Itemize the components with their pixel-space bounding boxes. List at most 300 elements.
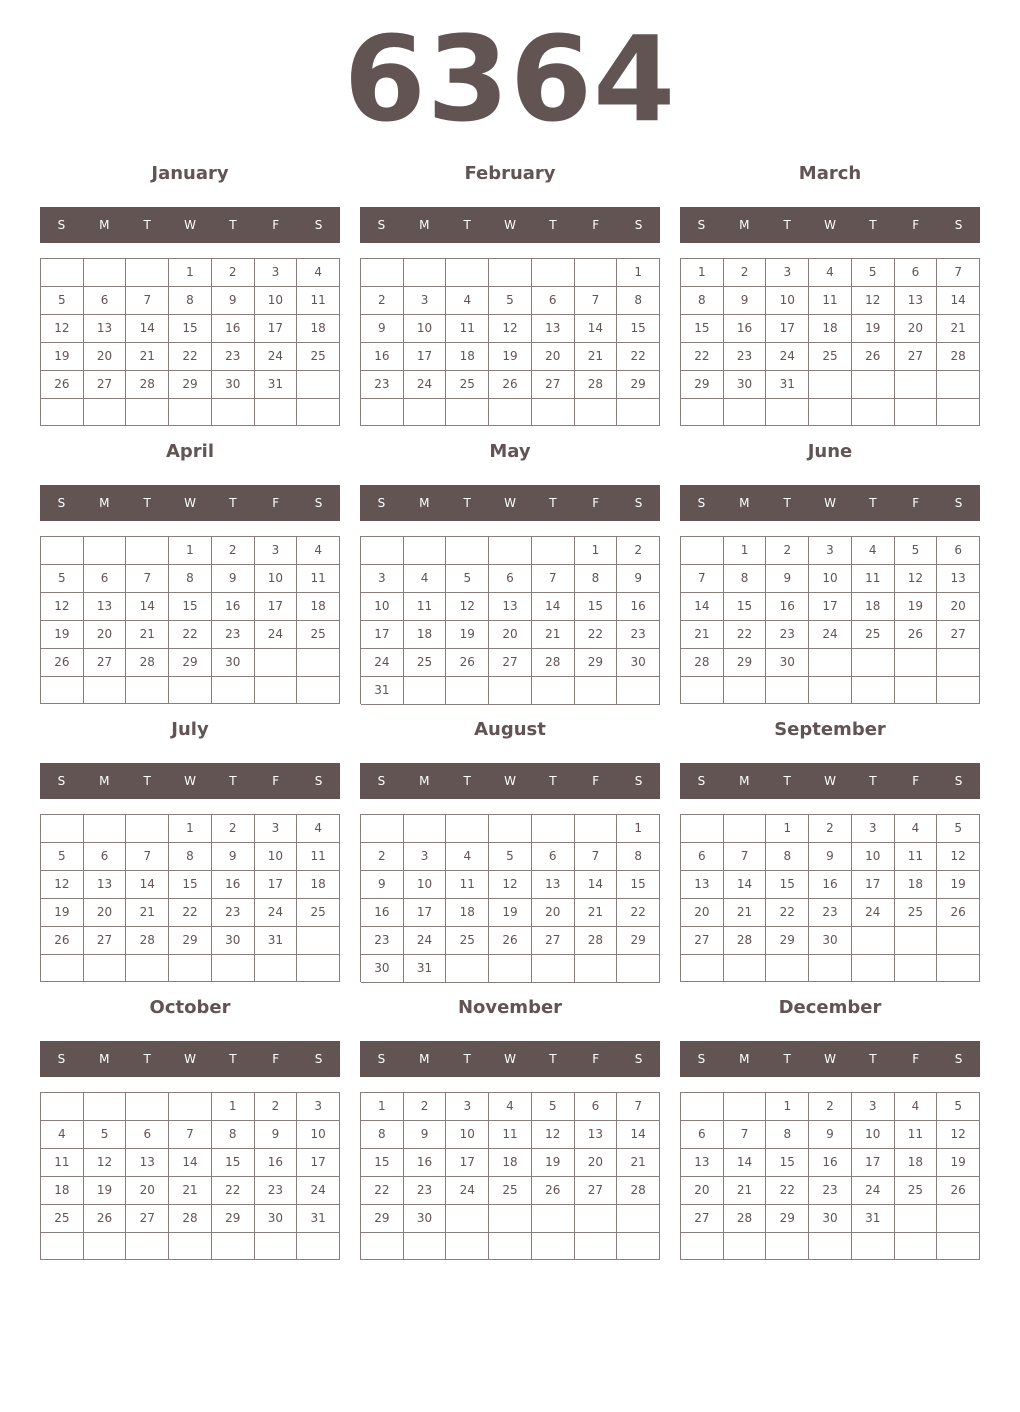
day-cell: 11 xyxy=(895,1121,938,1149)
day-cell: 12 xyxy=(937,1121,980,1149)
day-cell xyxy=(126,1093,169,1121)
day-cell: 10 xyxy=(297,1121,340,1149)
day-cell: 9 xyxy=(212,565,255,593)
day-cell: 11 xyxy=(895,843,938,871)
day-cell: 11 xyxy=(41,1149,84,1177)
day-grid xyxy=(40,536,340,704)
day-cell: 10 xyxy=(404,315,447,343)
day-cell xyxy=(255,677,298,704)
day-cell: 5 xyxy=(41,565,84,593)
day-cell xyxy=(84,955,127,982)
day-cell xyxy=(41,815,84,843)
day-cell xyxy=(489,815,532,843)
day-cell: 28 xyxy=(575,371,618,399)
day-cell: 25 xyxy=(297,343,340,371)
day-cell xyxy=(446,815,489,843)
day-cell: 5 xyxy=(41,287,84,315)
day-cell: 6 xyxy=(532,287,575,315)
day-cell xyxy=(532,1233,575,1260)
day-cell: 23 xyxy=(766,621,809,649)
day-cell: 29 xyxy=(575,649,618,677)
day-cell: 19 xyxy=(446,621,489,649)
day-cell: 5 xyxy=(937,1093,980,1121)
day-cell: 21 xyxy=(724,1177,767,1205)
day-cell: 14 xyxy=(532,593,575,621)
day-cell xyxy=(255,955,298,982)
weekday-label: S xyxy=(634,218,643,232)
day-cell xyxy=(532,399,575,426)
day-cell: 4 xyxy=(809,259,852,287)
day-cell: 17 xyxy=(361,621,404,649)
day-cell: 19 xyxy=(937,871,980,899)
day-cell: 10 xyxy=(446,1121,489,1149)
weekday-label: S xyxy=(634,1052,643,1066)
day-cell: 9 xyxy=(617,565,660,593)
day-cell: 2 xyxy=(255,1093,298,1121)
weekday-label: S xyxy=(314,496,323,510)
month-name: May xyxy=(489,441,531,462)
day-cell: 2 xyxy=(809,815,852,843)
day-cell: 17 xyxy=(809,593,852,621)
day-cell: 20 xyxy=(575,1149,618,1177)
day-cell: 26 xyxy=(41,649,84,677)
day-cell: 21 xyxy=(575,899,618,927)
weekday-label: F xyxy=(592,496,600,510)
weekday-label: W xyxy=(824,218,836,232)
day-cell: 6 xyxy=(489,565,532,593)
day-cell: 26 xyxy=(489,371,532,399)
weekday-label: T xyxy=(783,774,791,788)
month-name: August xyxy=(474,719,546,740)
day-cell: 5 xyxy=(41,843,84,871)
day-cell: 12 xyxy=(895,565,938,593)
day-cell: 3 xyxy=(852,1093,895,1121)
day-cell: 23 xyxy=(809,899,852,927)
day-cell xyxy=(297,1233,340,1260)
day-cell: 21 xyxy=(575,343,618,371)
day-cell: 31 xyxy=(404,955,447,983)
day-cell: 26 xyxy=(84,1205,127,1233)
day-cell: 6 xyxy=(126,1121,169,1149)
weekday-label: M xyxy=(419,496,430,510)
day-cell: 1 xyxy=(766,1093,809,1121)
day-cell xyxy=(617,677,660,705)
weekday-label: M xyxy=(99,496,110,510)
day-cell: 26 xyxy=(895,621,938,649)
weekday-label: T xyxy=(143,496,151,510)
day-cell xyxy=(809,371,852,399)
day-cell: 13 xyxy=(681,871,724,899)
day-cell: 19 xyxy=(937,1149,980,1177)
day-cell: 10 xyxy=(361,593,404,621)
day-cell: 18 xyxy=(297,593,340,621)
day-cell: 15 xyxy=(766,1149,809,1177)
day-cell: 27 xyxy=(84,371,127,399)
day-cell: 28 xyxy=(126,649,169,677)
day-cell: 21 xyxy=(937,315,980,343)
day-cell: 24 xyxy=(255,343,298,371)
day-cell: 30 xyxy=(212,649,255,677)
day-cell xyxy=(937,1205,980,1233)
day-cell xyxy=(575,259,618,287)
weekday-label: F xyxy=(592,774,600,788)
day-cell: 22 xyxy=(169,899,212,927)
weekday-label: W xyxy=(504,218,516,232)
day-grid xyxy=(360,258,660,426)
day-cell: 21 xyxy=(126,621,169,649)
day-cell: 28 xyxy=(126,927,169,955)
weekday-label: T xyxy=(143,1052,151,1066)
day-cell: 12 xyxy=(937,843,980,871)
day-cell xyxy=(297,649,340,677)
day-cell xyxy=(489,1233,532,1260)
day-cell: 22 xyxy=(169,343,212,371)
weekday-label: M xyxy=(739,218,750,232)
weekday-header xyxy=(680,1041,980,1077)
weekday-label: M xyxy=(99,1052,110,1066)
day-cell: 15 xyxy=(169,315,212,343)
day-cell: 19 xyxy=(852,315,895,343)
weekday-label: M xyxy=(99,218,110,232)
day-cell: 16 xyxy=(212,593,255,621)
day-cell: 6 xyxy=(575,1093,618,1121)
day-cell xyxy=(489,955,532,983)
day-cell: 31 xyxy=(255,927,298,955)
day-cell: 25 xyxy=(489,1177,532,1205)
day-cell xyxy=(575,399,618,426)
day-grid xyxy=(40,258,340,426)
day-cell: 12 xyxy=(41,593,84,621)
day-cell: 20 xyxy=(681,1177,724,1205)
day-cell: 25 xyxy=(404,649,447,677)
day-cell: 27 xyxy=(84,927,127,955)
day-cell xyxy=(84,677,127,704)
day-grid xyxy=(360,536,660,704)
day-cell xyxy=(681,537,724,565)
day-cell: 18 xyxy=(895,1149,938,1177)
day-cell: 4 xyxy=(446,843,489,871)
month-name: July xyxy=(171,719,209,740)
day-cell: 1 xyxy=(724,537,767,565)
day-cell: 11 xyxy=(297,565,340,593)
day-cell: 23 xyxy=(212,899,255,927)
day-cell xyxy=(126,677,169,704)
day-cell xyxy=(852,1233,895,1260)
day-cell xyxy=(895,649,938,677)
day-cell: 10 xyxy=(255,843,298,871)
day-cell: 23 xyxy=(617,621,660,649)
day-cell: 25 xyxy=(446,927,489,955)
day-cell: 23 xyxy=(212,621,255,649)
weekday-label: M xyxy=(419,1052,430,1066)
weekday-header xyxy=(40,207,340,243)
day-cell: 20 xyxy=(532,343,575,371)
day-cell xyxy=(681,955,724,982)
weekday-label: T xyxy=(143,218,151,232)
day-cell xyxy=(617,399,660,426)
weekday-label: F xyxy=(272,774,280,788)
day-cell: 24 xyxy=(255,899,298,927)
day-cell: 23 xyxy=(361,371,404,399)
weekday-header xyxy=(680,485,980,521)
day-cell xyxy=(297,955,340,982)
day-cell: 12 xyxy=(446,593,489,621)
day-cell: 1 xyxy=(766,815,809,843)
day-cell: 11 xyxy=(297,843,340,871)
day-cell: 28 xyxy=(532,649,575,677)
weekday-label: F xyxy=(592,1052,600,1066)
day-cell: 9 xyxy=(361,315,404,343)
month-name: March xyxy=(798,163,862,184)
day-cell xyxy=(681,1233,724,1260)
day-cell: 7 xyxy=(575,843,618,871)
day-cell: 11 xyxy=(852,565,895,593)
day-cell: 10 xyxy=(766,287,809,315)
day-cell: 2 xyxy=(212,259,255,287)
day-cell: 14 xyxy=(617,1121,660,1149)
day-cell: 2 xyxy=(404,1093,447,1121)
day-cell xyxy=(766,399,809,426)
weekday-label: S xyxy=(57,496,66,510)
day-cell: 16 xyxy=(212,871,255,899)
day-cell: 17 xyxy=(255,315,298,343)
weekday-header xyxy=(360,485,660,521)
day-cell: 4 xyxy=(297,537,340,565)
weekday-label: S xyxy=(697,218,706,232)
day-cell: 11 xyxy=(297,287,340,315)
weekday-label: W xyxy=(184,218,196,232)
day-cell: 4 xyxy=(297,815,340,843)
day-cell: 17 xyxy=(255,593,298,621)
weekday-label: S xyxy=(57,218,66,232)
day-cell xyxy=(766,955,809,982)
day-cell xyxy=(361,1233,404,1260)
weekday-label: M xyxy=(739,774,750,788)
day-cell: 20 xyxy=(681,899,724,927)
day-cell: 14 xyxy=(681,593,724,621)
day-cell: 9 xyxy=(724,287,767,315)
day-cell: 27 xyxy=(575,1177,618,1205)
weekday-label: T xyxy=(229,496,237,510)
day-cell xyxy=(809,677,852,704)
day-cell xyxy=(446,1233,489,1260)
day-cell xyxy=(937,1233,980,1260)
day-cell xyxy=(681,399,724,426)
day-cell: 15 xyxy=(575,593,618,621)
day-cell: 2 xyxy=(212,537,255,565)
weekday-label: W xyxy=(184,1052,196,1066)
day-cell: 23 xyxy=(212,343,255,371)
day-cell xyxy=(446,399,489,426)
day-cell: 28 xyxy=(681,649,724,677)
day-cell xyxy=(489,537,532,565)
day-cell: 22 xyxy=(212,1177,255,1205)
weekday-label: F xyxy=(912,218,920,232)
day-cell: 29 xyxy=(766,1205,809,1233)
day-cell xyxy=(937,677,980,704)
day-cell: 20 xyxy=(489,621,532,649)
day-cell xyxy=(532,677,575,705)
day-cell: 9 xyxy=(255,1121,298,1149)
day-cell: 29 xyxy=(169,371,212,399)
day-cell: 17 xyxy=(446,1149,489,1177)
day-cell: 1 xyxy=(169,537,212,565)
day-cell: 8 xyxy=(575,565,618,593)
day-cell: 29 xyxy=(724,649,767,677)
day-cell xyxy=(212,1233,255,1260)
day-cell: 25 xyxy=(895,1177,938,1205)
day-cell: 19 xyxy=(532,1149,575,1177)
day-cell: 22 xyxy=(724,621,767,649)
day-cell xyxy=(724,1093,767,1121)
day-cell: 7 xyxy=(617,1093,660,1121)
day-cell: 17 xyxy=(852,871,895,899)
day-cell: 29 xyxy=(617,371,660,399)
day-cell xyxy=(575,955,618,983)
day-cell: 9 xyxy=(404,1121,447,1149)
day-cell xyxy=(169,1233,212,1260)
day-cell: 6 xyxy=(84,287,127,315)
weekday-label: M xyxy=(419,218,430,232)
day-cell: 9 xyxy=(212,843,255,871)
day-cell xyxy=(212,955,255,982)
day-cell: 26 xyxy=(532,1177,575,1205)
day-cell xyxy=(532,259,575,287)
day-cell: 24 xyxy=(404,927,447,955)
day-cell: 10 xyxy=(255,565,298,593)
day-cell: 29 xyxy=(617,927,660,955)
day-cell: 3 xyxy=(852,815,895,843)
day-cell xyxy=(532,955,575,983)
day-cell xyxy=(809,399,852,426)
day-cell: 27 xyxy=(126,1205,169,1233)
weekday-label: W xyxy=(184,774,196,788)
day-cell: 16 xyxy=(766,593,809,621)
day-cell: 22 xyxy=(575,621,618,649)
day-cell: 26 xyxy=(489,927,532,955)
day-cell: 5 xyxy=(937,815,980,843)
weekday-label: F xyxy=(912,1052,920,1066)
day-cell: 5 xyxy=(84,1121,127,1149)
day-cell xyxy=(169,955,212,982)
day-grid xyxy=(40,1092,340,1260)
day-cell xyxy=(937,927,980,955)
day-cell: 27 xyxy=(532,927,575,955)
day-cell: 14 xyxy=(724,871,767,899)
weekday-label: W xyxy=(824,496,836,510)
day-cell: 30 xyxy=(809,1205,852,1233)
day-cell: 19 xyxy=(895,593,938,621)
day-cell: 6 xyxy=(84,565,127,593)
weekday-label: S xyxy=(314,218,323,232)
day-cell: 21 xyxy=(126,343,169,371)
day-cell: 23 xyxy=(255,1177,298,1205)
day-cell: 7 xyxy=(126,287,169,315)
day-cell xyxy=(681,677,724,704)
day-cell xyxy=(937,399,980,426)
day-cell xyxy=(724,399,767,426)
day-cell: 28 xyxy=(575,927,618,955)
weekday-label: M xyxy=(739,496,750,510)
day-cell xyxy=(41,677,84,704)
day-cell xyxy=(41,259,84,287)
day-grid xyxy=(360,1092,660,1260)
day-cell: 30 xyxy=(617,649,660,677)
day-cell xyxy=(41,1093,84,1121)
day-cell: 26 xyxy=(41,927,84,955)
day-cell: 27 xyxy=(895,343,938,371)
day-cell xyxy=(446,955,489,983)
day-cell: 3 xyxy=(255,815,298,843)
day-cell: 3 xyxy=(766,259,809,287)
weekday-label: T xyxy=(869,218,877,232)
day-cell: 15 xyxy=(766,871,809,899)
day-cell: 30 xyxy=(766,649,809,677)
day-cell xyxy=(126,955,169,982)
day-cell: 6 xyxy=(937,537,980,565)
day-cell: 18 xyxy=(297,871,340,899)
day-cell: 11 xyxy=(809,287,852,315)
weekday-label: T xyxy=(869,774,877,788)
day-cell xyxy=(212,399,255,426)
day-cell: 29 xyxy=(681,371,724,399)
day-cell: 15 xyxy=(212,1149,255,1177)
weekday-label: T xyxy=(549,1052,557,1066)
day-cell: 2 xyxy=(766,537,809,565)
day-cell: 28 xyxy=(724,1205,767,1233)
day-cell: 2 xyxy=(617,537,660,565)
day-cell: 18 xyxy=(446,343,489,371)
day-cell: 5 xyxy=(446,565,489,593)
day-cell: 4 xyxy=(297,259,340,287)
weekday-label: F xyxy=(272,218,280,232)
day-cell: 1 xyxy=(575,537,618,565)
day-cell: 3 xyxy=(404,843,447,871)
day-cell xyxy=(895,1205,938,1233)
day-cell: 5 xyxy=(489,843,532,871)
day-cell: 27 xyxy=(681,1205,724,1233)
day-cell: 16 xyxy=(617,593,660,621)
day-cell xyxy=(404,677,447,705)
day-cell xyxy=(895,927,938,955)
weekday-label: W xyxy=(504,496,516,510)
day-cell: 18 xyxy=(852,593,895,621)
month-name: January xyxy=(151,163,229,184)
day-cell: 8 xyxy=(617,843,660,871)
day-cell: 21 xyxy=(126,899,169,927)
day-cell: 6 xyxy=(681,843,724,871)
weekday-label: W xyxy=(184,496,196,510)
day-cell xyxy=(84,399,127,426)
day-cell xyxy=(446,1205,489,1233)
weekday-label: T xyxy=(783,1052,791,1066)
day-cell: 17 xyxy=(255,871,298,899)
day-cell: 11 xyxy=(446,315,489,343)
day-cell: 29 xyxy=(361,1205,404,1233)
day-cell: 13 xyxy=(895,287,938,315)
day-cell: 18 xyxy=(895,871,938,899)
day-cell xyxy=(532,1205,575,1233)
day-cell: 13 xyxy=(575,1121,618,1149)
day-cell: 17 xyxy=(404,343,447,371)
weekday-label: W xyxy=(504,1052,516,1066)
day-cell: 22 xyxy=(361,1177,404,1205)
weekday-label: S xyxy=(57,1052,66,1066)
day-cell: 24 xyxy=(297,1177,340,1205)
day-cell xyxy=(895,1233,938,1260)
weekday-header xyxy=(40,485,340,521)
day-cell: 7 xyxy=(724,843,767,871)
